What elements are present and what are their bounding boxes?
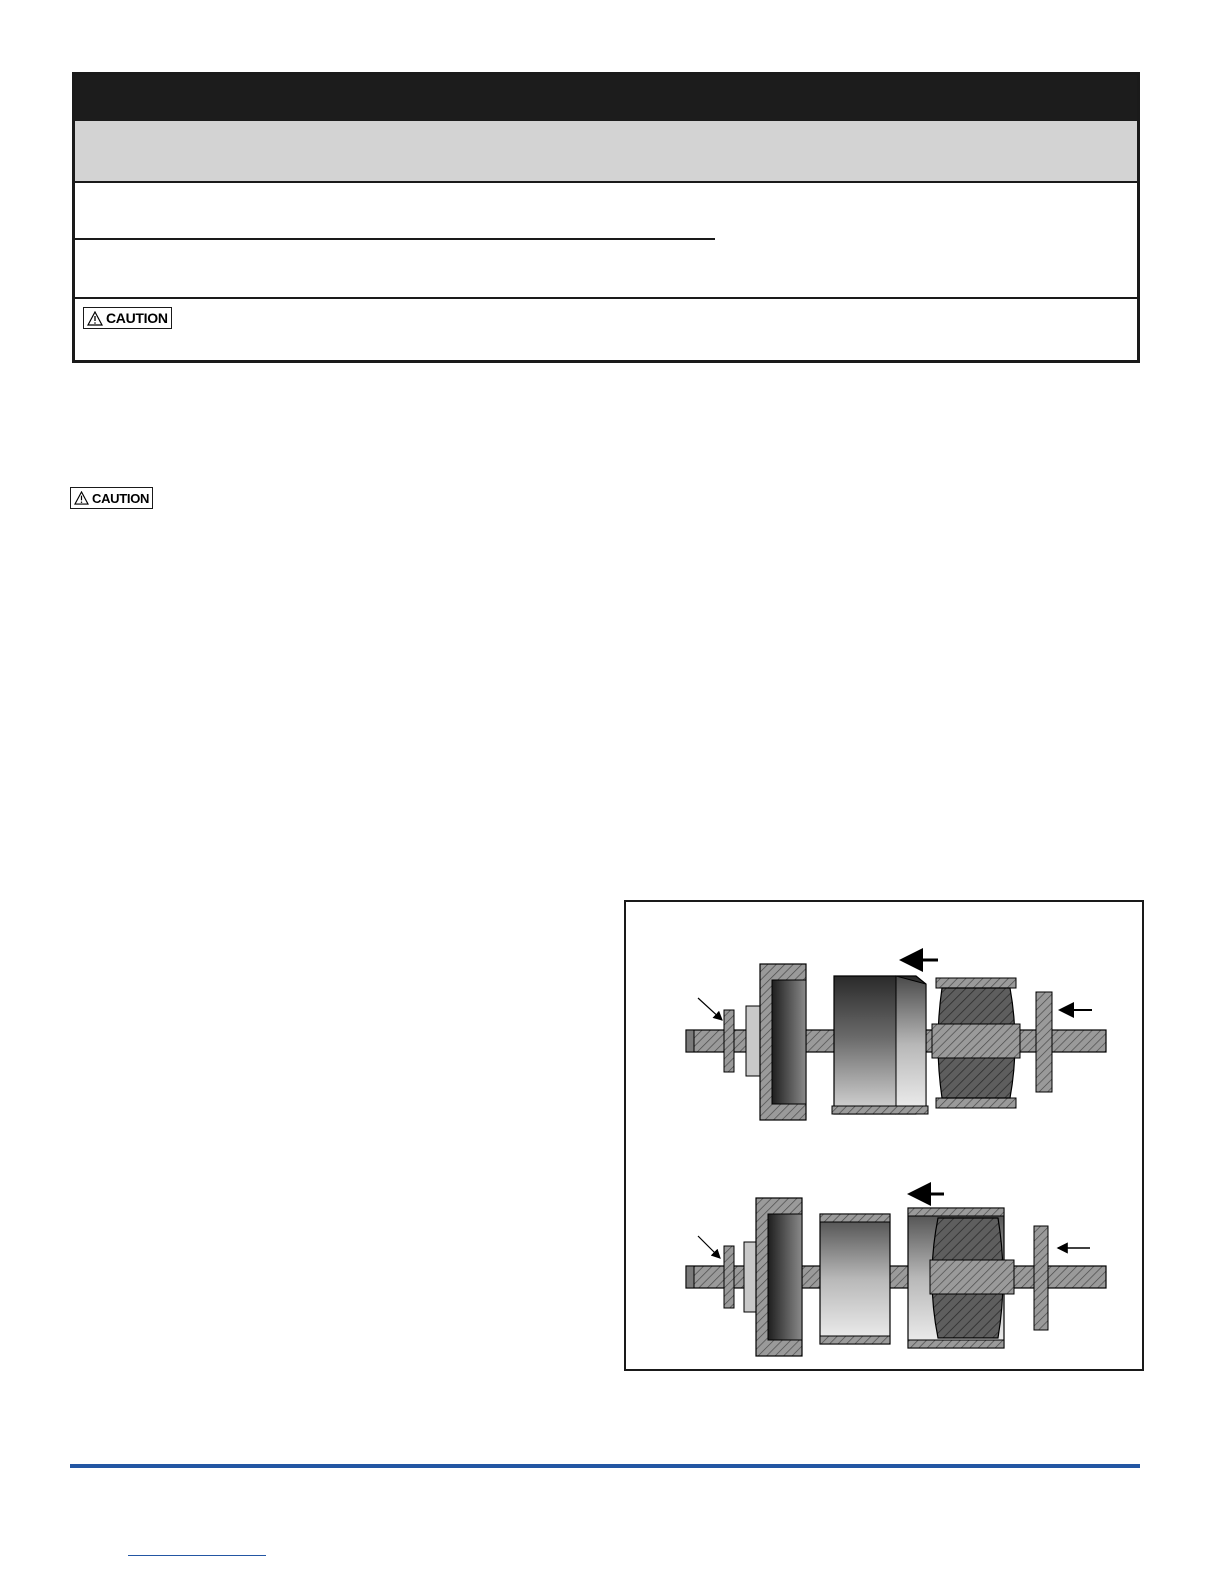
thrust-bearing [744,1242,756,1312]
header-title-bar [75,75,1137,121]
end-washer [1034,1226,1048,1330]
receiver-cup [756,1198,802,1356]
warning-triangle-icon [74,491,89,505]
footer-link-underline [128,1555,266,1556]
pressing-sleeve [832,976,928,1114]
receiver-cup [760,964,806,1120]
header-divider-partial [75,238,715,240]
service-header-table [72,72,1140,363]
sleeve-with-bushing [908,1208,1014,1348]
bushing-press-diagram [626,902,1142,1369]
footer-rule [70,1464,1140,1468]
header-subtitle-bar [75,121,1137,183]
warning-triangle-icon [87,311,103,326]
header-divider [75,297,1137,299]
rod-end [686,1030,694,1052]
leader-arrow-icon [698,1236,720,1258]
leader-arrow-icon [698,998,722,1020]
press-assembly-before [686,960,1106,1120]
rod-end [686,1266,694,1288]
plain-sleeve [820,1214,890,1344]
thrust-bearing [746,1006,760,1076]
hex-nut [724,1010,734,1072]
end-washer [1036,992,1052,1092]
caution-label: CAUTION [92,490,150,506]
caution-badge [83,307,172,329]
hex-nut [724,1246,734,1308]
press-assembly-after [686,1194,1106,1356]
bushing-press-figure [624,900,1144,1371]
rubber-bushing [932,978,1020,1108]
caution-label: CAUTION [106,310,168,326]
caution-badge-body [70,487,153,509]
